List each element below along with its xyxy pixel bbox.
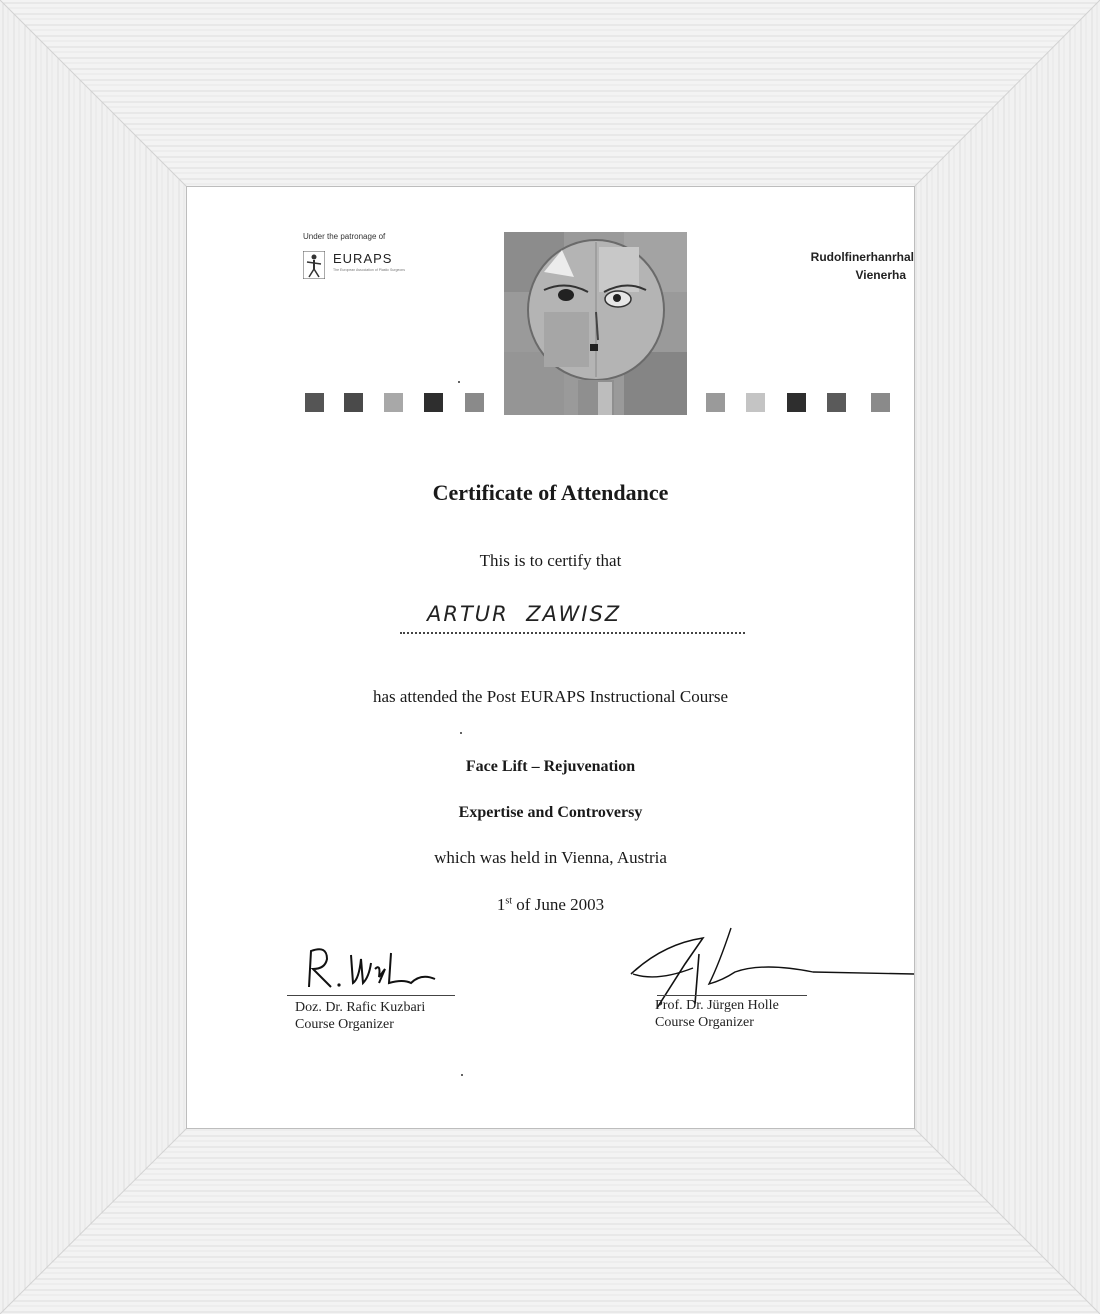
course-subtitle: Expertise and Controversy	[458, 804, 643, 821]
recipient-name: ARTUR ZAWISZ	[427, 602, 622, 626]
signer-left-name: Doz. Dr. Rafic Kuzbari	[295, 1000, 426, 1015]
paper-speck	[458, 381, 460, 383]
venue-line-2: Vienerha	[855, 268, 906, 282]
date-rest: of June 2003	[512, 895, 605, 914]
signature-line-right	[657, 995, 807, 996]
patronage-label: Under the patronage of	[303, 232, 386, 241]
signer-left-role: Course Organizer	[295, 1017, 394, 1032]
signer-right-role: Course Organizer	[655, 1015, 754, 1030]
date-line	[187, 895, 914, 915]
recipient-dotted-line	[400, 632, 745, 634]
date-suffix: st	[505, 895, 513, 907]
certificate-title: Certificate of Attendance	[432, 480, 669, 505]
paper-speck	[461, 1074, 463, 1076]
paper-speck	[460, 732, 462, 734]
artwork-image	[504, 232, 687, 415]
attended-line: has attended the Post EURAPS Instructional Course	[372, 687, 729, 706]
logo-text: EURAPS	[333, 251, 393, 266]
certificate-paper	[187, 187, 914, 1128]
signer-right-name: Prof. Dr. Jürgen Holle	[655, 998, 779, 1013]
course-title: Face Lift – Rejuvenation	[465, 758, 636, 775]
location-line: which was held in Vienna, Austria	[434, 848, 667, 867]
certify-line: This is to certify that	[479, 551, 622, 570]
date-day: 1	[496, 895, 506, 914]
venue-line-1: Rudolfinerhanrhal	[810, 250, 914, 264]
signature-line-left	[287, 995, 455, 996]
euraps-logo	[303, 249, 413, 281]
euraps-figure-icon	[303, 251, 325, 279]
signature-left	[295, 939, 455, 999]
logo-subtext: The European Association of Plastic Surgeons	[333, 268, 405, 272]
